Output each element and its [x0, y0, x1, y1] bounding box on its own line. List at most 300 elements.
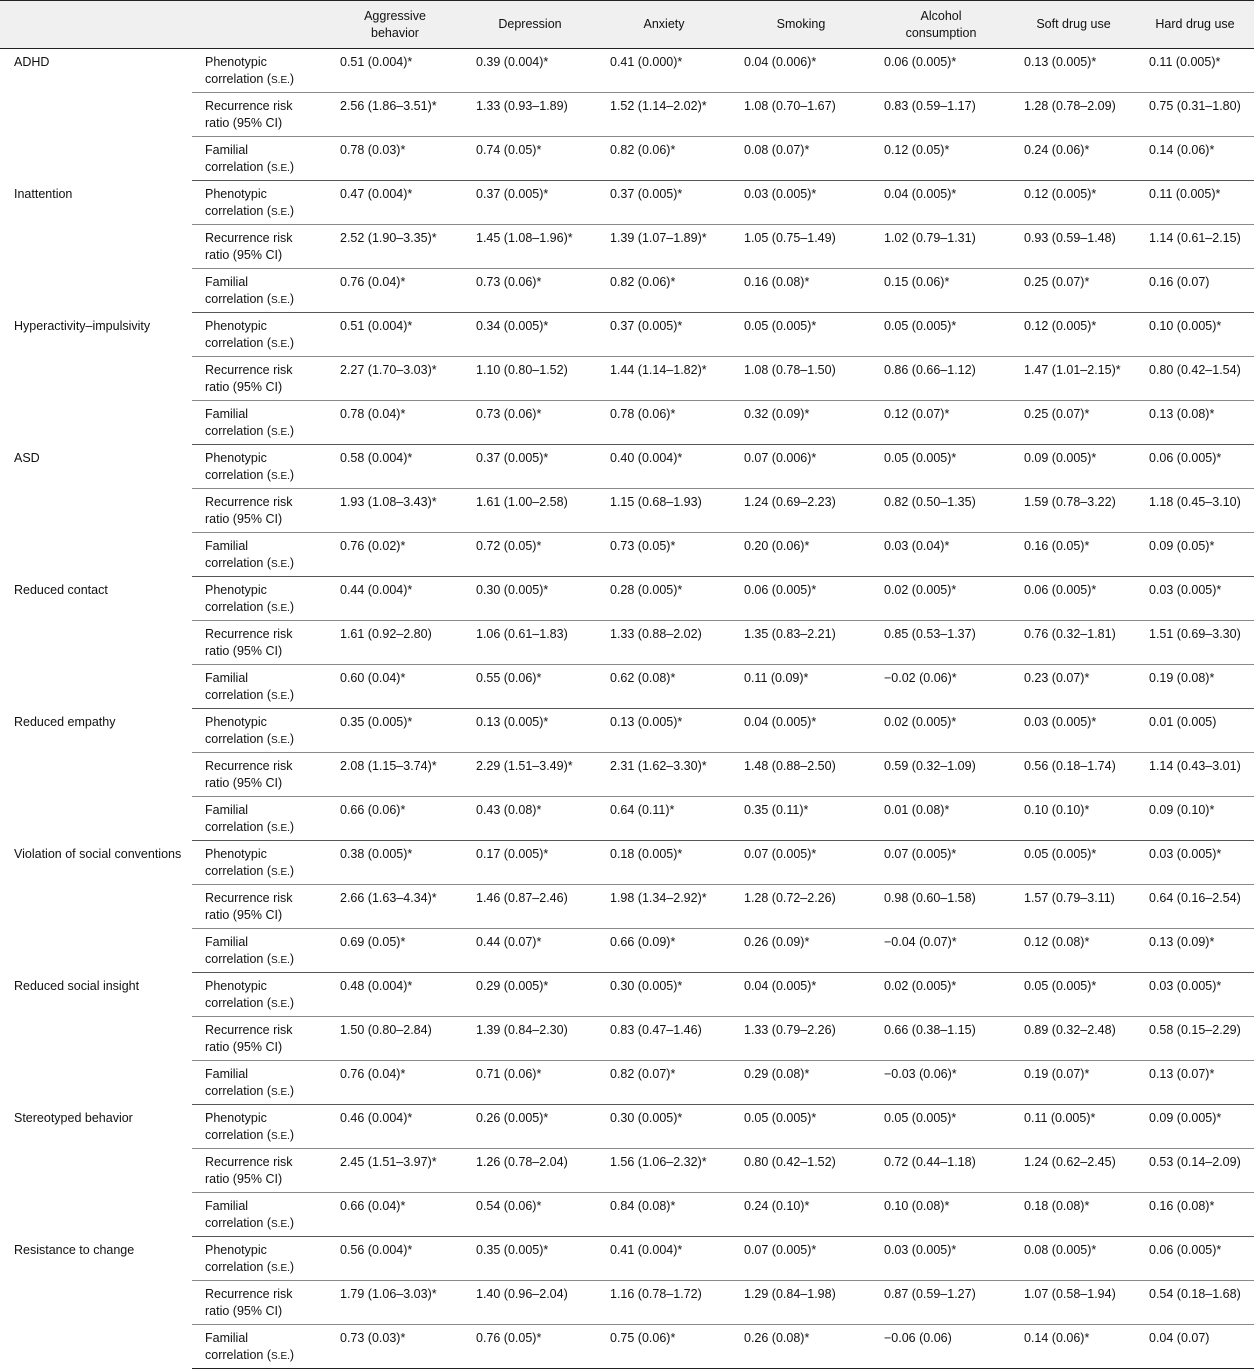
value-cell: 0.83 (0.59–1.17) — [871, 93, 1011, 137]
value-cell: 1.16 (0.78–1.72) — [597, 1281, 731, 1325]
statistic-label-line2: correlation (S.E.) — [205, 72, 295, 86]
value-cell: 0.35 (0.005)* — [327, 709, 463, 753]
statistic-label — [192, 49, 327, 93]
trait-label: Reduced empathy — [14, 714, 116, 729]
table-row — [0, 49, 1254, 93]
value-cell: 1.61 (1.00–2.58) — [463, 489, 597, 533]
statistic-label-line1: Recurrence risk — [205, 495, 293, 509]
value-cell: 0.23 (0.07)* — [1011, 665, 1136, 709]
value-cell: 0.06 (0.005)* — [731, 577, 871, 621]
statistic-label-line2: ratio (95% CI) — [205, 248, 283, 262]
statistic-label-line2: ratio (95% CI) — [205, 1040, 283, 1054]
statistic-label-line2: correlation (S.E.) — [205, 688, 295, 702]
value-cell: 0.16 (0.07) — [1136, 269, 1254, 313]
value-cell: 1.39 (0.84–2.30) — [463, 1017, 597, 1061]
value-cell: 0.06 (0.005)* — [1136, 445, 1254, 489]
value-cell: 0.93 (0.59–1.48) — [1011, 225, 1136, 269]
table-row — [0, 445, 1254, 489]
value-cell: 0.03 (0.04)* — [871, 533, 1011, 577]
value-cell: 0.11 (0.005)* — [1011, 1105, 1136, 1149]
trait-label: Inattention — [14, 186, 73, 201]
value-cell: 1.35 (0.83–2.21) — [731, 621, 871, 665]
value-cell: 0.02 (0.005)* — [871, 577, 1011, 621]
statistic-label — [192, 225, 327, 269]
statistic-label-line2: ratio (95% CI) — [205, 1304, 283, 1318]
value-cell: 0.75 (0.31–1.80) — [1136, 93, 1254, 137]
value-cell: 0.73 (0.05)* — [597, 533, 731, 577]
statistic-label-line2: ratio (95% CI) — [205, 512, 283, 526]
value-cell: 0.06 (0.005)* — [1136, 1237, 1254, 1281]
value-cell: 0.80 (0.42–1.54) — [1136, 357, 1254, 401]
value-cell: 0.03 (0.005)* — [1136, 841, 1254, 885]
value-cell: 0.16 (0.05)* — [1011, 533, 1136, 577]
value-cell: 1.98 (1.34–2.92)* — [597, 885, 731, 929]
column-header: Hard drug use — [1136, 1, 1254, 49]
table-row — [0, 313, 1254, 357]
statistic-label — [192, 445, 327, 489]
value-cell: 0.13 (0.07)* — [1136, 1061, 1254, 1105]
value-cell: 0.26 (0.005)* — [463, 1105, 597, 1149]
value-cell: 0.07 (0.005)* — [731, 841, 871, 885]
value-cell: 2.08 (1.15–3.74)* — [327, 753, 463, 797]
value-cell: −0.02 (0.06)* — [871, 665, 1011, 709]
value-cell: 0.04 (0.005)* — [731, 973, 871, 1017]
statistic-label — [192, 1237, 327, 1281]
trait-label: ADHD — [14, 55, 50, 69]
value-cell: 0.85 (0.53–1.37) — [871, 621, 1011, 665]
statistic-label-line2: correlation (S.E.) — [205, 952, 295, 966]
statistic-label-line1: Familial — [205, 671, 249, 685]
trait-label: Violation of social conventions — [14, 846, 182, 861]
value-cell: 0.01 (0.08)* — [871, 797, 1011, 841]
value-cell: 1.52 (1.14–2.02)* — [597, 93, 731, 137]
value-cell: 1.33 (0.79–2.26) — [731, 1017, 871, 1061]
standard-error-abbrev: S.E. — [271, 999, 290, 1010]
value-cell: 0.28 (0.005)* — [597, 577, 731, 621]
statistic-label-line2: correlation (S.E.) — [205, 600, 295, 614]
statistic-label-line1: Recurrence risk — [205, 1155, 293, 1169]
value-cell: 0.11 (0.005)* — [1136, 181, 1254, 225]
value-cell: 1.14 (0.43–3.01) — [1136, 753, 1254, 797]
value-cell: 2.31 (1.62–3.30)* — [597, 753, 731, 797]
value-cell: 0.10 (0.005)* — [1136, 313, 1254, 357]
value-cell: 0.56 (0.18–1.74) — [1011, 753, 1136, 797]
value-cell: 0.30 (0.005)* — [597, 973, 731, 1017]
value-cell: 0.25 (0.07)* — [1011, 401, 1136, 445]
value-cell: 0.34 (0.005)* — [463, 313, 597, 357]
value-cell: 1.51 (0.69–3.30) — [1136, 621, 1254, 665]
value-cell: 0.84 (0.08)* — [597, 1193, 731, 1237]
statistic-label-line1: Phenotypic — [205, 451, 267, 465]
value-cell: 0.07 (0.006)* — [731, 445, 871, 489]
value-cell: 1.24 (0.69–2.23) — [731, 489, 871, 533]
standard-error-abbrev: S.E. — [271, 691, 290, 702]
value-cell: 2.45 (1.51–3.97)* — [327, 1149, 463, 1193]
value-cell: 0.16 (0.08)* — [731, 269, 871, 313]
value-cell: 0.76 (0.02)* — [327, 533, 463, 577]
value-cell: 0.73 (0.06)* — [463, 269, 597, 313]
value-cell: 1.33 (0.93–1.89) — [463, 93, 597, 137]
value-cell: 0.11 (0.09)* — [731, 665, 871, 709]
value-cell: 0.47 (0.004)* — [327, 181, 463, 225]
statistic-label — [192, 1017, 327, 1061]
statistic-label — [192, 665, 327, 709]
value-cell: 0.30 (0.005)* — [463, 577, 597, 621]
value-cell: 0.37 (0.005)* — [463, 181, 597, 225]
value-cell: 0.04 (0.07) — [1136, 1325, 1254, 1369]
value-cell: 1.57 (0.79–3.11) — [1011, 885, 1136, 929]
statistic-label — [192, 885, 327, 929]
statistic-label — [192, 841, 327, 885]
standard-error-abbrev: S.E. — [271, 1087, 290, 1098]
value-cell: 0.12 (0.07)* — [871, 401, 1011, 445]
statistic-label — [192, 753, 327, 797]
value-cell: 0.04 (0.006)* — [731, 49, 871, 93]
column-header: Smoking — [731, 1, 871, 49]
value-cell: 0.87 (0.59–1.27) — [871, 1281, 1011, 1325]
value-cell: 1.79 (1.06–3.03)* — [327, 1281, 463, 1325]
value-cell: 0.66 (0.38–1.15) — [871, 1017, 1011, 1061]
value-cell: 1.29 (0.84–1.98) — [731, 1281, 871, 1325]
standard-error-abbrev: S.E. — [271, 1351, 290, 1362]
header-blank-cell — [0, 1, 192, 49]
value-cell: 0.69 (0.05)* — [327, 929, 463, 973]
value-cell: 0.55 (0.06)* — [463, 665, 597, 709]
value-cell: 0.29 (0.005)* — [463, 973, 597, 1017]
value-cell: 1.24 (0.62–2.45) — [1011, 1149, 1136, 1193]
statistic-label-line1: Recurrence risk — [205, 363, 293, 377]
value-cell: 1.26 (0.78–2.04) — [463, 1149, 597, 1193]
value-cell: 0.05 (0.005)* — [731, 1105, 871, 1149]
value-cell: 2.56 (1.86–3.51)* — [327, 93, 463, 137]
table-body — [0, 49, 1254, 1369]
value-cell: 0.15 (0.06)* — [871, 269, 1011, 313]
header-row — [0, 1, 1254, 49]
statistic-label-line1: Familial — [205, 407, 249, 421]
statistic-label-line2: ratio (95% CI) — [205, 1172, 283, 1186]
standard-error-abbrev: S.E. — [271, 559, 290, 570]
value-cell: 0.05 (0.005)* — [1011, 973, 1136, 1017]
value-cell: 0.41 (0.000)* — [597, 49, 731, 93]
column-header: Soft drug use — [1011, 1, 1136, 49]
statistic-label — [192, 709, 327, 753]
statistic-label — [192, 973, 327, 1017]
value-cell: 1.46 (0.87–2.46) — [463, 885, 597, 929]
value-cell: 0.37 (0.005)* — [597, 181, 731, 225]
standard-error-abbrev: S.E. — [271, 163, 290, 174]
statistic-label — [192, 93, 327, 137]
trait-label: Stereotyped behavior — [14, 1110, 133, 1125]
value-cell: 0.08 (0.005)* — [1011, 1237, 1136, 1281]
trait-label: Resistance to change — [14, 1242, 135, 1257]
table-header — [0, 1, 1254, 49]
column-header: Alcohol consumption — [871, 1, 1011, 49]
statistic-label — [192, 269, 327, 313]
value-cell: 0.10 (0.10)* — [1011, 797, 1136, 841]
value-cell: 0.44 (0.07)* — [463, 929, 597, 973]
value-cell: 0.46 (0.004)* — [327, 1105, 463, 1149]
statistic-label-line2: correlation (S.E.) — [205, 336, 295, 350]
statistic-label-line1: Familial — [205, 1331, 249, 1345]
statistic-label-line2: correlation (S.E.) — [205, 996, 295, 1010]
value-cell: 0.03 (0.005)* — [1011, 709, 1136, 753]
statistic-label-line1: Familial — [205, 1199, 249, 1213]
value-cell: 0.66 (0.06)* — [327, 797, 463, 841]
value-cell: 0.10 (0.08)* — [871, 1193, 1011, 1237]
value-cell: 1.08 (0.78–1.50) — [731, 357, 871, 401]
value-cell: 0.64 (0.16–2.54) — [1136, 885, 1254, 929]
statistic-label-line1: Phenotypic — [205, 1111, 267, 1125]
value-cell: 0.54 (0.18–1.68) — [1136, 1281, 1254, 1325]
statistic-label — [192, 621, 327, 665]
statistic-label-line1: Phenotypic — [205, 319, 267, 333]
value-cell: 0.17 (0.005)* — [463, 841, 597, 885]
value-cell: 0.72 (0.05)* — [463, 533, 597, 577]
statistic-label-line2: correlation (S.E.) — [205, 424, 295, 438]
value-cell: 0.02 (0.005)* — [871, 709, 1011, 753]
value-cell: 0.73 (0.06)* — [463, 401, 597, 445]
value-cell: 0.51 (0.004)* — [327, 49, 463, 93]
value-cell: 1.47 (1.01–2.15)* — [1011, 357, 1136, 401]
value-cell: 0.09 (0.005)* — [1136, 1105, 1254, 1149]
value-cell: 0.78 (0.03)* — [327, 137, 463, 181]
statistic-label — [192, 929, 327, 973]
statistic-label-line1: Familial — [205, 275, 249, 289]
value-cell: 0.09 (0.05)* — [1136, 533, 1254, 577]
statistic-label — [192, 489, 327, 533]
value-cell: 0.78 (0.04)* — [327, 401, 463, 445]
value-cell: 0.06 (0.005)* — [1011, 577, 1136, 621]
trait-label: Reduced contact — [14, 582, 108, 597]
value-cell: 1.40 (0.96–2.04) — [463, 1281, 597, 1325]
value-cell: −0.03 (0.06)* — [871, 1061, 1011, 1105]
statistic-label-line1: Recurrence risk — [205, 759, 293, 773]
value-cell: 1.61 (0.92–2.80) — [327, 621, 463, 665]
statistic-label-line2: correlation (S.E.) — [205, 1128, 295, 1142]
value-cell: 0.40 (0.004)* — [597, 445, 731, 489]
statistic-label-line2: correlation (S.E.) — [205, 1348, 295, 1362]
standard-error-abbrev: S.E. — [271, 1219, 290, 1230]
value-cell: 0.35 (0.11)* — [731, 797, 871, 841]
value-cell: 0.25 (0.07)* — [1011, 269, 1136, 313]
value-cell: 0.43 (0.08)* — [463, 797, 597, 841]
value-cell: 0.29 (0.08)* — [731, 1061, 871, 1105]
value-cell: 0.05 (0.005)* — [871, 445, 1011, 489]
value-cell: 0.72 (0.44–1.18) — [871, 1149, 1011, 1193]
value-cell: 0.38 (0.005)* — [327, 841, 463, 885]
value-cell: 0.66 (0.04)* — [327, 1193, 463, 1237]
statistic-label-line1: Phenotypic — [205, 187, 267, 201]
value-cell: 0.54 (0.06)* — [463, 1193, 597, 1237]
value-cell: 0.58 (0.004)* — [327, 445, 463, 489]
value-cell: 0.64 (0.11)* — [597, 797, 731, 841]
value-cell: 1.06 (0.61–1.83) — [463, 621, 597, 665]
table-row — [0, 709, 1254, 753]
statistic-label-line2: ratio (95% CI) — [205, 776, 283, 790]
value-cell: 0.02 (0.005)* — [871, 973, 1011, 1017]
statistic-label-line2: correlation (S.E.) — [205, 292, 295, 306]
value-cell: 0.59 (0.32–1.09) — [871, 753, 1011, 797]
value-cell: 0.06 (0.005)* — [871, 49, 1011, 93]
value-cell: 0.03 (0.005)* — [731, 181, 871, 225]
value-cell: 0.07 (0.005)* — [871, 841, 1011, 885]
statistic-label-line1: Recurrence risk — [205, 627, 293, 641]
value-cell: 1.33 (0.88–2.02) — [597, 621, 731, 665]
standard-error-abbrev: S.E. — [271, 823, 290, 834]
table-row — [0, 973, 1254, 1017]
value-cell: 0.11 (0.005)* — [1136, 49, 1254, 93]
value-cell: 0.12 (0.005)* — [1011, 313, 1136, 357]
value-cell: 0.53 (0.14–2.09) — [1136, 1149, 1254, 1193]
value-cell: 1.07 (0.58–1.94) — [1011, 1281, 1136, 1325]
value-cell: −0.04 (0.07)* — [871, 929, 1011, 973]
value-cell: 1.15 (0.68–1.93) — [597, 489, 731, 533]
value-cell: 0.66 (0.09)* — [597, 929, 731, 973]
value-cell: 0.76 (0.04)* — [327, 1061, 463, 1105]
statistic-label-line1: Familial — [205, 803, 249, 817]
value-cell: 0.73 (0.03)* — [327, 1325, 463, 1369]
value-cell: 0.13 (0.005)* — [463, 709, 597, 753]
standard-error-abbrev: S.E. — [271, 1131, 290, 1142]
statistic-label-line1: Familial — [205, 143, 249, 157]
value-cell: 0.03 (0.005)* — [871, 1237, 1011, 1281]
value-cell: 1.18 (0.45–3.10) — [1136, 489, 1254, 533]
value-cell: 0.75 (0.06)* — [597, 1325, 731, 1369]
value-cell: 0.35 (0.005)* — [463, 1237, 597, 1281]
statistic-label — [192, 1325, 327, 1369]
value-cell: 0.74 (0.05)* — [463, 137, 597, 181]
value-cell: 0.58 (0.15–2.29) — [1136, 1017, 1254, 1061]
statistic-label-line2: ratio (95% CI) — [205, 644, 283, 658]
statistic-label — [192, 357, 327, 401]
value-cell: 0.20 (0.06)* — [731, 533, 871, 577]
value-cell: 0.44 (0.004)* — [327, 577, 463, 621]
header-blank-cell — [192, 1, 327, 49]
standard-error-abbrev: S.E. — [271, 295, 290, 306]
standard-error-abbrev: S.E. — [271, 735, 290, 746]
table-row — [0, 577, 1254, 621]
standard-error-abbrev: S.E. — [271, 207, 290, 218]
value-cell: 0.89 (0.32–2.48) — [1011, 1017, 1136, 1061]
value-cell: 0.07 (0.005)* — [731, 1237, 871, 1281]
value-cell: 0.26 (0.09)* — [731, 929, 871, 973]
value-cell: 0.76 (0.32–1.81) — [1011, 621, 1136, 665]
value-cell: 0.41 (0.004)* — [597, 1237, 731, 1281]
value-cell: 0.26 (0.08)* — [731, 1325, 871, 1369]
statistic-label-line1: Phenotypic — [205, 583, 267, 597]
value-cell: 0.13 (0.08)* — [1136, 401, 1254, 445]
standard-error-abbrev: S.E. — [271, 1263, 290, 1274]
value-cell: 1.02 (0.79–1.31) — [871, 225, 1011, 269]
value-cell: 0.19 (0.08)* — [1136, 665, 1254, 709]
value-cell: 1.59 (0.78–3.22) — [1011, 489, 1136, 533]
statistic-label-line2: correlation (S.E.) — [205, 820, 295, 834]
value-cell: 2.29 (1.51–3.49)* — [463, 753, 597, 797]
value-cell: 0.39 (0.004)* — [463, 49, 597, 93]
value-cell: 1.44 (1.14–1.82)* — [597, 357, 731, 401]
value-cell: 0.13 (0.09)* — [1136, 929, 1254, 973]
standard-error-abbrev: S.E. — [271, 471, 290, 482]
value-cell: 1.50 (0.80–2.84) — [327, 1017, 463, 1061]
value-cell: 0.82 (0.50–1.35) — [871, 489, 1011, 533]
value-cell: 0.71 (0.06)* — [463, 1061, 597, 1105]
value-cell: 0.13 (0.005)* — [1011, 49, 1136, 93]
table-row — [0, 841, 1254, 885]
table-row — [0, 1105, 1254, 1149]
statistic-label-line1: Phenotypic — [205, 715, 267, 729]
value-cell: 0.60 (0.04)* — [327, 665, 463, 709]
statistic-label-line2: correlation (S.E.) — [205, 864, 295, 878]
value-cell: 0.86 (0.66–1.12) — [871, 357, 1011, 401]
value-cell: 0.14 (0.06)* — [1011, 1325, 1136, 1369]
value-cell: 0.82 (0.06)* — [597, 269, 731, 313]
value-cell: 0.05 (0.005)* — [1011, 841, 1136, 885]
statistic-label-line2: correlation (S.E.) — [205, 468, 295, 482]
value-cell: 0.09 (0.10)* — [1136, 797, 1254, 841]
statistic-label — [192, 1061, 327, 1105]
statistic-label-line1: Recurrence risk — [205, 1287, 293, 1301]
value-cell: 0.32 (0.09)* — [731, 401, 871, 445]
value-cell: 0.05 (0.005)* — [871, 313, 1011, 357]
statistic-label-line2: ratio (95% CI) — [205, 908, 283, 922]
value-cell: 0.12 (0.05)* — [871, 137, 1011, 181]
standard-error-abbrev: S.E. — [271, 339, 290, 350]
statistic-label-line2: correlation (S.E.) — [205, 556, 295, 570]
value-cell: 0.82 (0.07)* — [597, 1061, 731, 1105]
value-cell: 1.93 (1.08–3.43)* — [327, 489, 463, 533]
value-cell: 0.05 (0.005)* — [731, 313, 871, 357]
value-cell: 2.52 (1.90–3.35)* — [327, 225, 463, 269]
value-cell: 1.48 (0.88–2.50) — [731, 753, 871, 797]
value-cell: 1.45 (1.08–1.96)* — [463, 225, 597, 269]
value-cell: 1.10 (0.80–1.52) — [463, 357, 597, 401]
statistic-label-line2: correlation (S.E.) — [205, 160, 295, 174]
value-cell: 1.05 (0.75–1.49) — [731, 225, 871, 269]
value-cell: 0.80 (0.42–1.52) — [731, 1149, 871, 1193]
statistic-label-line1: Recurrence risk — [205, 891, 293, 905]
value-cell: 0.30 (0.005)* — [597, 1105, 731, 1149]
statistic-label — [192, 1105, 327, 1149]
standard-error-abbrev: S.E. — [271, 75, 290, 86]
statistic-label — [192, 1281, 327, 1325]
value-cell: 1.14 (0.61–2.15) — [1136, 225, 1254, 269]
trait-label: Hyperactivity–impulsivity — [14, 318, 151, 333]
statistic-label-line1: Familial — [205, 935, 249, 949]
standard-error-abbrev: S.E. — [271, 603, 290, 614]
statistic-label-line1: Familial — [205, 1067, 249, 1081]
standard-error-abbrev: S.E. — [271, 867, 290, 878]
statistic-label-line2: correlation (S.E.) — [205, 732, 295, 746]
value-cell: 0.37 (0.005)* — [463, 445, 597, 489]
statistic-label — [192, 533, 327, 577]
value-cell: 0.13 (0.005)* — [597, 709, 731, 753]
statistic-label — [192, 1193, 327, 1237]
value-cell: 0.78 (0.06)* — [597, 401, 731, 445]
statistic-label — [192, 1149, 327, 1193]
value-cell: 0.18 (0.08)* — [1011, 1193, 1136, 1237]
value-cell: 0.19 (0.07)* — [1011, 1061, 1136, 1105]
statistic-label-line1: Recurrence risk — [205, 231, 293, 245]
value-cell: 0.03 (0.005)* — [1136, 973, 1254, 1017]
statistic-label-line1: Recurrence risk — [205, 1023, 293, 1037]
value-cell: 0.12 (0.005)* — [1011, 181, 1136, 225]
value-cell: 1.56 (1.06–2.32)* — [597, 1149, 731, 1193]
statistic-label-line2: correlation (S.E.) — [205, 1216, 295, 1230]
column-header: Anxiety — [597, 1, 731, 49]
table-row — [0, 181, 1254, 225]
value-cell: 1.39 (1.07–1.89)* — [597, 225, 731, 269]
value-cell: 0.01 (0.005) — [1136, 709, 1254, 753]
